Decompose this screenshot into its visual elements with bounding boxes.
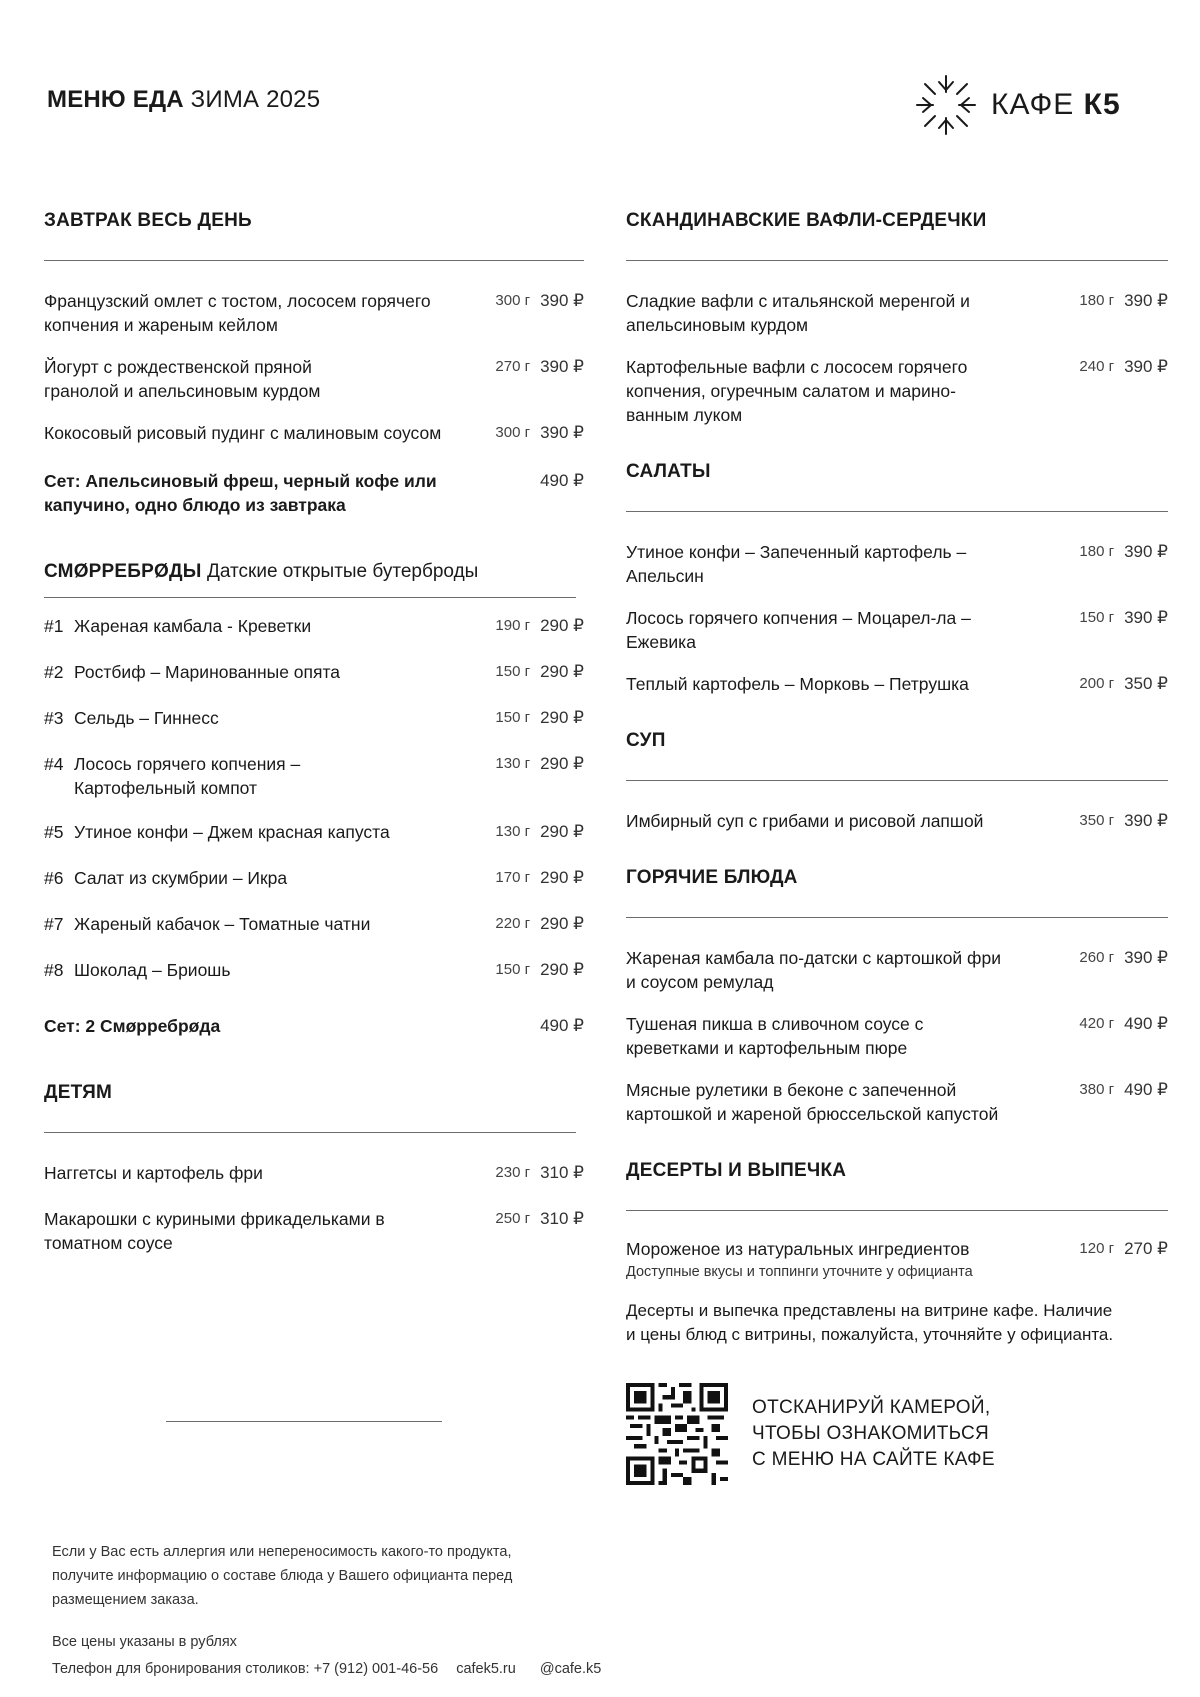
- section-heading-salads: САЛАТЫ: [626, 461, 711, 482]
- breakfast-set: Сет: Апельсиновый фреш, черный кофе или капучино, одно блюдо из завтрака 490 ₽: [44, 471, 584, 515]
- divider: [626, 260, 1168, 261]
- menu-item: Макарошки с куриными фрикадельками в томатном соусе 250 г 310 ₽: [44, 1209, 584, 1253]
- menu-item: Кокосовый рисовый пудинг с малиновым соусом 300 г 390 ₽: [44, 423, 584, 443]
- divider: [626, 511, 1168, 512]
- menu-item: Наггетсы и картофель фри 230 г 310 ₽: [44, 1163, 584, 1183]
- menu-item: Французский омлет с тостом, лососем горячего копчения и жареным кейлом 300 г 390 ₽: [44, 291, 584, 335]
- logo-text: КАФЕ К5: [991, 88, 1121, 121]
- divider: [626, 917, 1168, 918]
- section-heading-kids: ДЕТЯМ: [44, 1082, 113, 1103]
- qr-code-icon[interactable]: [626, 1383, 728, 1485]
- divider: [44, 597, 576, 598]
- prices-note: Все цены указаны в рублях: [52, 1634, 237, 1650]
- divider: [626, 780, 1168, 781]
- divider: [626, 1210, 1168, 1211]
- menu-item: #2 Ростбиф – Маринованные опята 150 г 290 ₽: [44, 662, 584, 682]
- menu-item: Йогурт с рождественской пряной гранолой и апельсиновым курдом 270 г 390 ₽: [44, 357, 584, 401]
- right-column: [626, 210, 1168, 1485]
- menu-item: Утиное конфи – Запеченный картофель – Апельсин 180 г 390 ₽: [626, 542, 1168, 586]
- divider: [44, 1132, 576, 1133]
- menu-title-season: ЗИМА 2025: [190, 86, 321, 113]
- menu-item: #4 Лосось горячего копчения – Картофельный компот 130 г 290 ₽: [44, 754, 584, 798]
- divider: [166, 1421, 442, 1422]
- menu-item: #6 Салат из скумбрии – Икра 170 г 290 ₽: [44, 868, 584, 888]
- left-column: [44, 210, 584, 1255]
- menu-title-bold: МЕНЮ ЕДА: [47, 86, 184, 113]
- cafe-logo: [913, 70, 1121, 140]
- menu-item: Мороженое из натуральных ингредиентов Доступные вкусы и топпинги уточните у официанта 120 г 270 ₽: [626, 1239, 1168, 1280]
- qr-block: [626, 1383, 1168, 1485]
- section-heading-desserts: ДЕСЕРТЫ И ВЫПЕЧКА: [626, 1160, 847, 1181]
- desserts-info: Десерты и выпечка представлены на витрине кафе. Наличие и цены блюд с витрины, пожалуйста, уточняйте у официанта.: [626, 1301, 1114, 1344]
- footer-contacts: [52, 1657, 601, 1681]
- allergy-note: Если у Вас есть аллергия или непереносимость какого-то продукта, получите информацию о составе блюда у Вашего официанта перед размещением заказа.: [52, 1544, 513, 1608]
- menu-item: #8 Шоколад – Бриошь 150 г 290 ₽: [44, 960, 584, 980]
- site-link[interactable]: cafek5.ru: [456, 1661, 516, 1677]
- smorrebrod-set: Сет: 2 Смøрребрøда 490 ₽: [44, 1016, 584, 1036]
- menu-item: Мясные рулетики в беконе с запеченной картошкой и жареной брюссельской капустой 380 г 490 ₽: [626, 1080, 1168, 1124]
- qr-caption: ОТСКАНИРУЙ КАМЕРОЙ, ЧТОБЫ ОЗНАКОМИТЬСЯ С МЕНЮ НА САЙТЕ КАФЕ: [752, 1397, 995, 1470]
- menu-item: Сладкие вафли с итальянской меренгой и апельсиновым курдом 180 г 390 ₽: [626, 291, 1168, 335]
- menu-item: Имбирный суп с грибами и рисовой лапшой 350 г 390 ₽: [626, 811, 1168, 831]
- menu-item: Теплый картофель – Морковь – Петрушка 200 г 350 ₽: [626, 674, 1168, 694]
- phone-text: Телефон для бронирования столиков: +7 (912) 001-46-56: [52, 1661, 439, 1677]
- section-heading-waffles: СКАНДИНАВСКИЕ ВАФЛИ-СЕРДЕЧКИ: [626, 210, 987, 231]
- menu-item: #5 Утиное конфи – Джем красная капуста 130 г 290 ₽: [44, 822, 584, 842]
- menu-item: Картофельные вафли с лососем горячего копчения, огуречным салатом и марино-ванным луком 240 г 390 ₽: [626, 357, 1168, 425]
- section-heading-smorrebrod: СМØРРЕБРØДЫ Датские открытые бутерброды: [44, 561, 479, 582]
- instagram-link[interactable]: @cafe.k5: [539, 1661, 602, 1677]
- menu-item: Лосось горячего копчения – Моцарел-ла – Ежевика 150 г 390 ₽: [626, 608, 1168, 652]
- logo-star-icon: [913, 72, 979, 138]
- menu-item: #7 Жареный кабачок – Томатные чатни 220 г 290 ₽: [44, 914, 584, 934]
- menu-item: Тушеная пикша в сливочном соусе с креветками и картофельным пюре 420 г 490 ₽: [626, 1014, 1168, 1058]
- section-heading-breakfast: ЗАВТРАК ВЕСЬ ДЕНЬ: [44, 210, 252, 231]
- menu-item: Жареная камбала по-датски с картошкой фри и соусом ремулад 260 г 390 ₽: [626, 948, 1168, 992]
- menu-item: #1 Жареная камбала - Креветки 190 г 290 ₽: [44, 616, 584, 636]
- section-heading-hot: ГОРЯЧИЕ БЛЮДА: [626, 867, 798, 888]
- divider: [44, 260, 584, 261]
- menu-title: [47, 86, 320, 114]
- section-heading-soup: СУП: [626, 730, 666, 751]
- menu-item: #3 Сельдь – Гиннесс 150 г 290 ₽: [44, 708, 584, 728]
